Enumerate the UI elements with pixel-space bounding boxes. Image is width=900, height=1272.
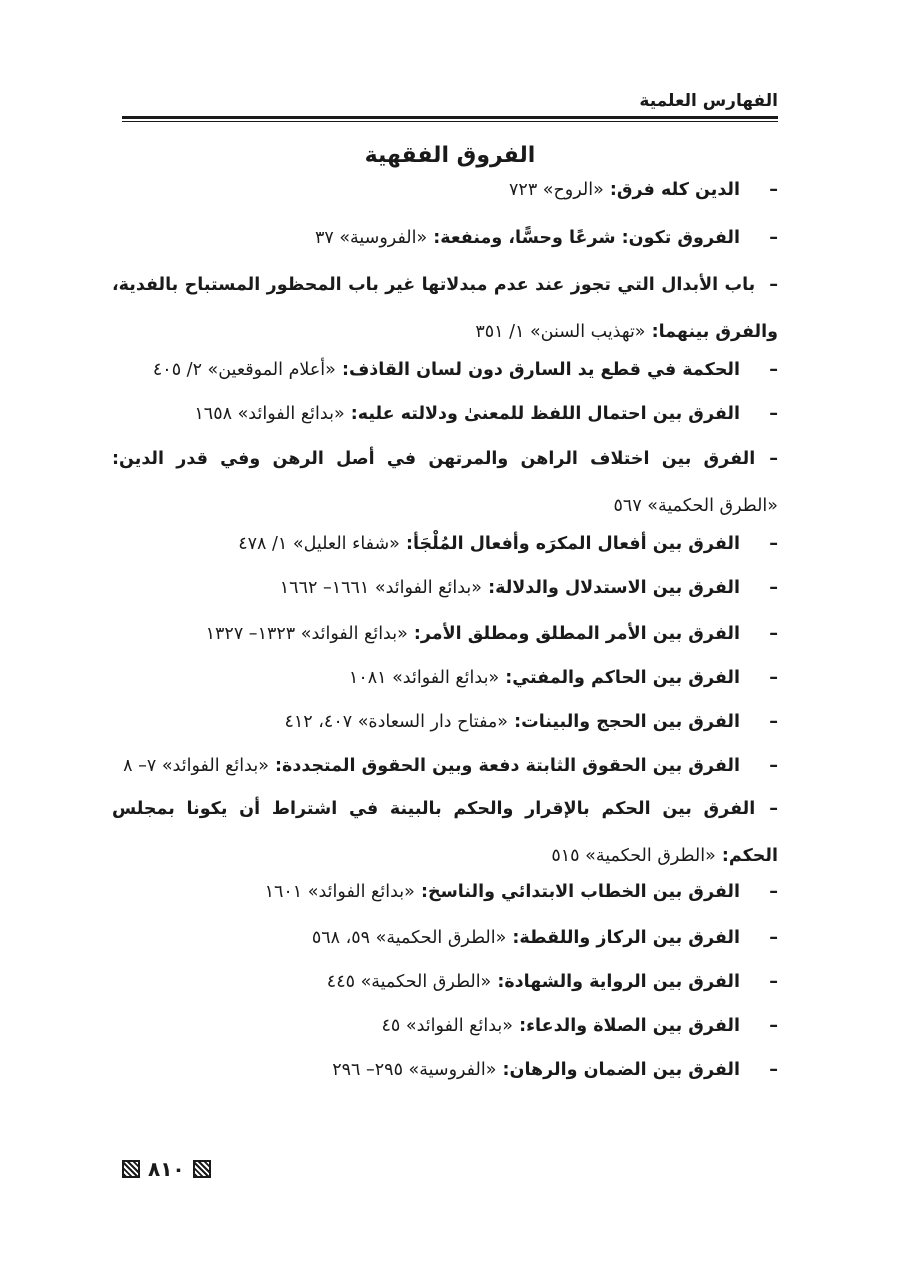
entry-dash: – xyxy=(769,756,778,776)
entry-source: «بدائع الفوائد» ١٦٠١ xyxy=(264,882,415,902)
entry-source: «بدائع الفوائد» ١٦٦١– ١٦٦٢ xyxy=(279,578,482,598)
entry-dash: – xyxy=(769,624,778,644)
entry-source: «بدائع الفوائد» ١٣٢٣– ١٣٢٧ xyxy=(205,624,408,644)
entry-dash: – xyxy=(769,449,778,469)
entry-source: «بدائع الفوائد» ١٦٥٨ xyxy=(194,404,345,424)
section-title: الفروق الفقهية xyxy=(364,143,536,168)
entry-text: باب الأبدال التي تجوز عند عدم مبدلاتها غير باب المحظور المستباح بالفدية، والفرق بينهما: xyxy=(112,275,778,342)
index-entry xyxy=(112,520,778,568)
entry-text: الحكمة في قطع يد السارق دون لسان القاذف: xyxy=(335,360,740,380)
entry-dash: – xyxy=(769,578,778,598)
index-entry xyxy=(112,654,778,702)
entry-source: «الفروسية» ٢٩٥– ٢٩٦ xyxy=(332,1060,497,1080)
entry-source: «الطرق الحكمية» ٥٩، ٥٦٨ xyxy=(311,928,507,948)
entry-dash: – xyxy=(769,799,778,819)
index-entry xyxy=(112,564,778,612)
entry-source: «الطرق الحكمية» ٥١٥ xyxy=(551,846,716,866)
entry-dash: – xyxy=(769,404,778,424)
entry-source: «بدائع الفوائد» ١٠٨١ xyxy=(348,668,500,688)
index-entry xyxy=(112,698,778,746)
entry-source: «الروح» ٧٢٣ xyxy=(509,180,604,200)
entry-dash: – xyxy=(769,1060,778,1080)
entry-dash: – xyxy=(769,882,778,902)
entry-text: الفرق بين الحكم بالإقرار والحكم بالبينة في اشتراط أن يكونا بمجلس الحكم: xyxy=(112,799,778,866)
entry-source: «الطرق الحكمية» ٤٤٥ xyxy=(326,972,492,992)
index-entry xyxy=(112,214,778,262)
entry-text: الفروق تكون: شرعًا وحسًّا، ومنفعة: xyxy=(427,228,740,248)
entry-text: الدين كله فرق: xyxy=(603,180,740,200)
entry-text: الفرق بين الضمان والرهان: xyxy=(496,1060,740,1080)
entry-source: «شفاء العليل» ١/ ٤٧٨ xyxy=(238,534,400,554)
entry-dash: – xyxy=(769,712,778,732)
entry-source: «الطرق الحكمية» ٥٦٧ xyxy=(613,496,778,516)
entry-text: الفرق بين الخطاب الابتدائي والناسخ: xyxy=(414,882,740,902)
index-entry xyxy=(112,1046,778,1094)
entry-dash: – xyxy=(769,275,778,295)
index-entry xyxy=(112,436,778,530)
entry-text: الفرق بين الاستدلال والدلالة: xyxy=(481,578,740,598)
ornament-icon xyxy=(193,1160,211,1178)
index-entry xyxy=(112,610,778,658)
header-title: الفهارس العلمية xyxy=(639,91,778,111)
index-entry xyxy=(112,262,778,356)
entry-text: الفرق بين الركاز واللقطة: xyxy=(506,928,740,948)
index-entry xyxy=(112,390,778,438)
entry-dash: – xyxy=(769,360,778,380)
entry-text: الفرق بين احتمال اللفظ للمعنىٰ ودلالته عليه: xyxy=(344,404,740,424)
entry-source: «بدائع الفوائد» ٤٥ xyxy=(381,1016,513,1036)
entry-dash: – xyxy=(769,928,778,948)
index-entry xyxy=(112,868,778,916)
index-entry xyxy=(112,786,778,880)
entry-text: الفرق بين الحقوق الثابتة دفعة وبين الحقوق المتجددة: xyxy=(268,756,740,776)
entry-text: الفرق بين الحاكم والمفتي: xyxy=(499,668,740,688)
index-entry xyxy=(112,958,778,1006)
entry-text: الفرق بين الرواية والشهادة: xyxy=(491,972,740,992)
page-number: ٨١٠ xyxy=(148,1157,185,1181)
entry-source: «تهذيب السنن» ١/ ٣٥١ xyxy=(475,322,646,342)
ornament-icon xyxy=(122,1160,140,1178)
running-header xyxy=(122,88,778,118)
entry-source: «الفروسية» ٣٧ xyxy=(314,228,428,248)
entry-dash: – xyxy=(769,668,778,688)
entry-text: الفرق بين الحجج والبينات: xyxy=(508,712,740,732)
entry-source: «مفتاح دار السعادة» ٤٠٧، ٤١٢ xyxy=(284,712,509,732)
entry-source: «أعلام الموقعين» ٢/ ٤٠٥ xyxy=(152,360,336,380)
index-entry xyxy=(112,914,778,962)
entry-text: الفرق بين اختلاف الراهن والمرتهن في أصل الرهن وفي قدر الدين: xyxy=(112,449,756,469)
entry-dash: – xyxy=(769,534,778,554)
entry-text: الفرق بين الأمر المطلق ومطلق الأمر: xyxy=(407,624,740,644)
index-entry xyxy=(112,346,778,394)
entry-dash: – xyxy=(769,180,778,200)
index-entry xyxy=(112,1002,778,1050)
header-rule-thick xyxy=(122,116,778,119)
entry-source: «بدائع الفوائد» ٧– ٨ xyxy=(123,756,269,776)
entry-dash: – xyxy=(769,972,778,992)
entry-dash: – xyxy=(769,228,778,248)
page-footer xyxy=(122,1152,322,1186)
entry-text: الفرق بين الصلاة والدعاء: xyxy=(513,1016,740,1036)
entry-text: الفرق بين أفعال المكرَه وأفعال المُلْجَأ: xyxy=(399,534,740,554)
index-entry xyxy=(112,166,778,214)
entry-dash: – xyxy=(769,1016,778,1036)
index-entry xyxy=(112,742,778,790)
header-rule-thin xyxy=(122,121,778,122)
